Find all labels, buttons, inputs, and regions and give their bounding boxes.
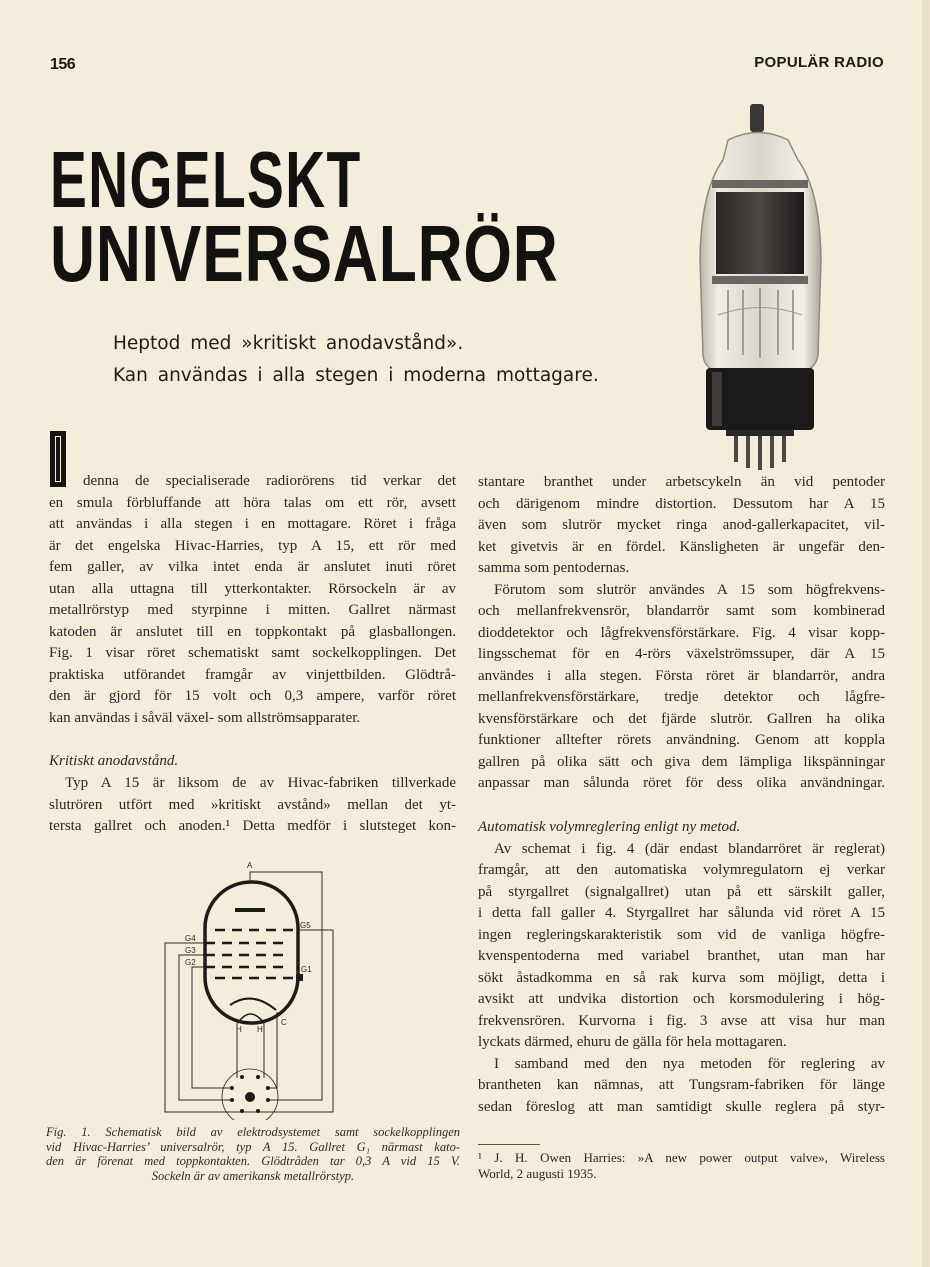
footnote-line: World, 2 augusti 1935. [478, 1166, 597, 1181]
caption-line: Sockeln är av amerikansk metallrörstyp. [151, 1169, 355, 1184]
paragraph-line: frekvensrören. Kurvorna i fig. 3 avse att visa hur man [478, 1012, 885, 1029]
tube-schematic-figure [160, 860, 340, 1120]
paragraph-line: att användas i alla stegen i en mottagare. Röret i fråga [49, 516, 456, 532]
headline-line-1: ENGELSKT [50, 135, 362, 224]
paragraph-line: anpassar man sålunda röret för dess olika användningar. [478, 775, 885, 791]
paragraph-line: lyckats därmed, ehuru de gälla för hela mottagaren. [478, 1034, 787, 1050]
paragraph-line: i detta fall galler 4. Styrgallret har sålunda vid röret A 15 [478, 905, 885, 921]
top-cap [750, 104, 764, 132]
paragraph-line: sedan föreslog att man samtidigt skulle reglera på styr- [478, 1098, 885, 1115]
label-cathode: C [281, 1018, 287, 1027]
paragraph-line: metallrörstyp med styrpinne i mitten. Gallret närmast [49, 602, 456, 618]
paragraph-line: dioddetektor och lågfrekvensförstärkare. Fig. 4 visar kopp- [478, 624, 885, 641]
drop-cap: I [50, 431, 66, 487]
caption-line: den är förenat med toppkontakten. Glödtråden tar 0,3 A vid 15 V. [46, 1154, 460, 1169]
section-heading: Automatisk volymreglering enligt ny metod. [478, 818, 741, 835]
paragraph-line: katoden är anslutet till en toppkontakt på glasballongen. [49, 623, 456, 640]
anode-wire [250, 872, 322, 1100]
paragraph-line: och mellanfrekvensrör, blandarrör samt som kombinerad [478, 603, 885, 619]
cathode-symbol [230, 999, 276, 1010]
label-g1: G1 [301, 965, 312, 974]
paragraph-line: I samband med den nya metoden för reglering av [494, 1055, 885, 1072]
paragraph-line: samma som pentodernas. [478, 560, 630, 576]
paragraph-line: mellanfrekvensförstärkare, tredje detektor och lågfre- [478, 689, 885, 705]
label-g5: G5 [300, 921, 311, 930]
footnote-divider [478, 1144, 540, 1145]
paragraph-line: och därigenom mindre distortion. Dessutom har A 15 [478, 495, 885, 512]
paragraph-line: på styrgallret (signalgallret) utan på ett särskilt galler, [478, 883, 885, 900]
paper-edge [922, 0, 930, 1267]
right-column [478, 472, 885, 1118]
paragraph-line: denna de specialiserade radiorörens tid verkar det [83, 473, 456, 489]
socket-key [245, 1092, 255, 1102]
label-g2: G2 [185, 958, 196, 967]
anode-plate [716, 192, 804, 274]
paragraph-line: kvenspentoderna med variabel branthet, utan man har [478, 948, 885, 964]
label-g3: G3 [185, 946, 196, 955]
paragraph-line: är det engelska Hivac-Harries, typ A 15, ett rör med [49, 537, 456, 554]
page-number: 156 [50, 56, 76, 73]
paragraph-line: sökt åstadkomma en så rak kurva som möjligt, detta i [478, 969, 885, 986]
footnote [478, 1150, 885, 1182]
paragraph-line: stantare branthet under arbetscykeln än vid pentoder [478, 474, 885, 490]
paragraph-line: Fig. 1 visar röret schematiskt samt sockelkopplingen. Det [49, 645, 456, 661]
label-g4: G4 [185, 934, 196, 943]
paragraph-line: brantheten kan nämnas, att Tungsram-fabriken för länge [478, 1077, 885, 1093]
figure-caption [46, 1125, 460, 1184]
paragraph-line: en smula förbluffande att höra talas om ett rör, avsett [49, 494, 456, 511]
label-heater-2: H [257, 1025, 263, 1034]
paragraph-line: utan alla uttagna till ytterkontakter. Rörsockeln är av [49, 580, 456, 597]
paragraph-line: lingsschemat för en 4-rörs växelströmssuper, där A 15 [478, 646, 885, 662]
paragraph-line: Förutom som slutrör användes A 15 som högfrekvens- [494, 581, 885, 598]
paragraph-line: Av schemat i fig. 4 (där endast blandarröret är reglerat) [494, 840, 885, 857]
paragraph-line: avsikt att undvika distortion och korsmodulering i hög- [478, 991, 885, 1007]
paragraph-line: användes i alla stegen. Första röret är blandarrör, andra [478, 667, 885, 684]
left-column [49, 471, 456, 838]
paragraph-line: slutrören utfört med »kritiskt avstånd» mellan det yt- [49, 796, 456, 813]
paragraph-line: gallren på olika sätt och giva dem lämpliga likspänningar [478, 753, 885, 770]
magazine-name: POPULÄR RADIO [754, 54, 884, 71]
subtitle-line-2: Kan användas i alla stegen i moderna mottagare. [113, 365, 599, 386]
paragraph-line: fem galler, av vilka intet enda är anslutet inuti röret [49, 559, 456, 575]
paragraph-line: funktioner alltefter rörets användning. Genom att koppla [478, 732, 885, 748]
label-heater-1: H [236, 1025, 242, 1034]
section-heading: Kritiskt anodavstånd. [49, 753, 179, 769]
tube-envelope-symbol [205, 882, 298, 1023]
caption-line: Fig. 1. Schematisk bild av elektrodsystemet samt sockelkopplingen [46, 1125, 460, 1139]
paragraph-line: kvensförstärkare och det fjärde slutrör. Gallren ha olika [478, 710, 885, 727]
paragraph-line: även som slutrör mycket ringa anod-gallerkapacitet, vil- [478, 517, 885, 533]
paragraph-line: praktiska utförandet framgår av vinjettbilden. Glödtrå- [49, 666, 456, 683]
paragraph-line: Typ A 15 är liksom de av Hivac-fabriken tillverkade [65, 775, 456, 791]
paragraph-line: den är gjord för 15 volt och 0,3 ampere, varför röret [49, 688, 456, 704]
paragraph-line: tersta gallret och anoden.¹ Detta medför i slutsteget kon- [49, 818, 456, 834]
vacuum-tube-photo [688, 100, 833, 472]
paragraph-line: kan användas i såväl växel- som allströmsapparater. [49, 709, 361, 726]
paragraph-line: framgår, att den automatiska volymregulatorn ej verkar [478, 862, 885, 878]
paragraph-line: ket givetvis är en fördel. Känsligheten är ungefär den- [478, 538, 885, 555]
footnote-line: ¹ J. H. Owen Harries: »A new power output valve», Wireless [478, 1150, 885, 1165]
tube-base [706, 368, 814, 430]
caption-line: vid Hivac-Harries’ universalrör, typ A 15. Gallret G₁ närmast kato- [46, 1139, 460, 1154]
headline-line-2: UNIVERSALRÖR [50, 209, 559, 298]
paragraph-line: ingen regleringskarakteristik som vid de vanliga högfre- [478, 926, 885, 943]
grid-symbols [205, 930, 300, 978]
g2-wire [192, 967, 232, 1088]
label-anode: A [247, 861, 253, 870]
subtitle-line-1: Heptod med »kritiskt anodavstånd». [113, 333, 464, 354]
